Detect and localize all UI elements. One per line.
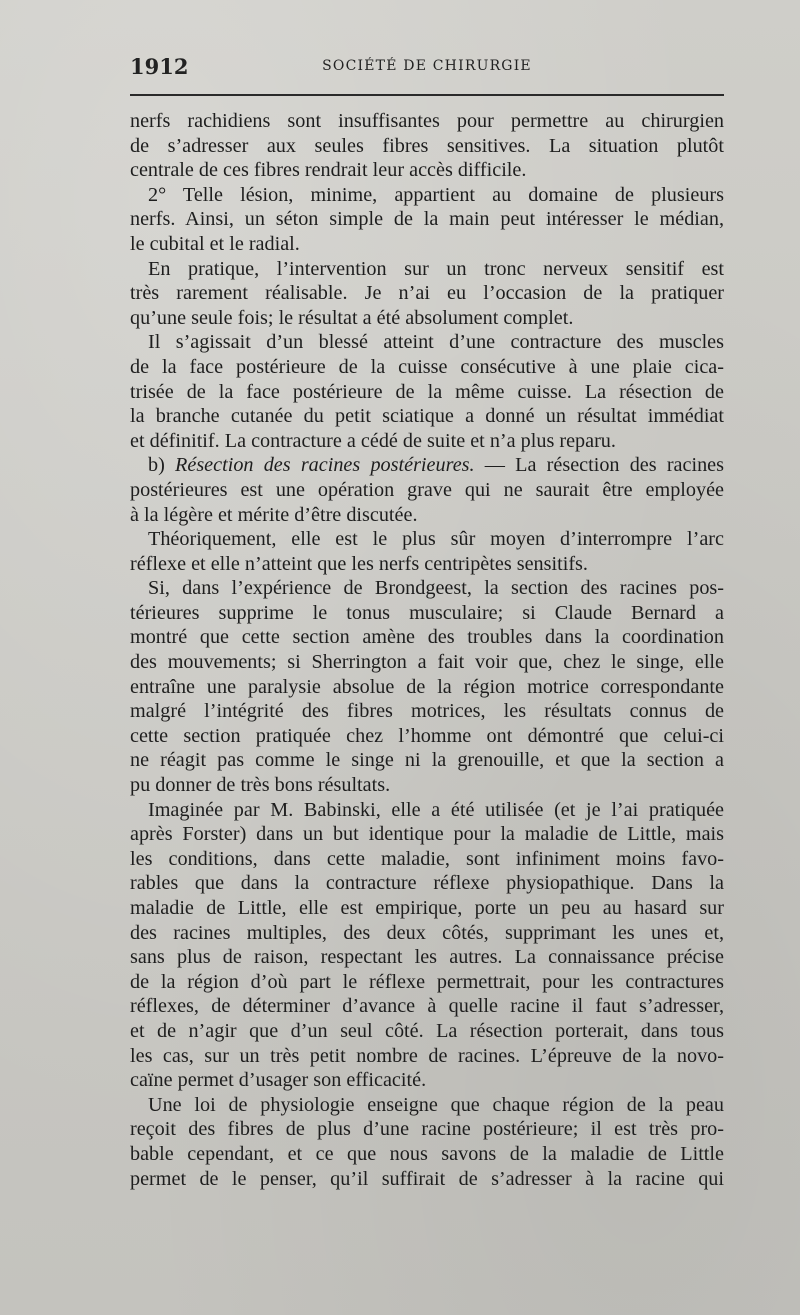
text-line: caïne permet d’usager son efficacité.: [130, 1069, 427, 1092]
text-line: et définitif. La contracture a cédé de suite et n’a plus reparu.: [130, 429, 616, 452]
text-line: centrale de ces fibres rendrait leur accès difficile.: [130, 159, 527, 182]
text-line: montré que cette section amène des troubles dans la coordination: [130, 626, 724, 649]
text-line: réflexe et elle n’atteint que les nerfs centripètes sensitifs.: [130, 552, 588, 575]
section-prefix: b): [148, 454, 176, 477]
text-line: postérieures est une opération grave qui ne saurait être employée: [130, 478, 724, 501]
text-line: réflexes, de déterminer d’avance à quelle racine il faut s’adresser,: [130, 995, 724, 1018]
text-line: de la face postérieure de la cuisse consécutive à une plaie cica-: [130, 355, 724, 378]
text-line: les cas, sur un très petit nombre de racines. L’épreuve de la novo-: [130, 1044, 724, 1067]
text-line: la branche cutanée du petit sciatique a donné un résultat immédiat: [130, 405, 724, 428]
header-rule: [130, 94, 724, 96]
running-head: SOCIÉTÉ DE CHIRURGIE: [322, 58, 532, 74]
text-line: Si, dans l’expérience de Brondgeest, la section des racines pos-: [148, 577, 724, 600]
text-line: térieures supprime le tonus musculaire; si Claude Bernard a: [130, 601, 724, 624]
page-number: 1912: [130, 54, 189, 79]
text-line: des mouvements; si Sherrington a fait voir que, chez le singe, elle: [130, 651, 724, 674]
section-heading-rest: — La résection des racines: [474, 454, 724, 477]
text-line: bable cependant, et ce que nous savons de la maladie de Little: [130, 1142, 724, 1165]
text-line: des racines multiples, des deux côtés, supprimant les unes et,: [130, 921, 724, 944]
text-line: à la légère et mérite d’être discutée.: [130, 503, 418, 526]
text-line: permet de le penser, qu’il suffirait de s’adresser à la racine qui: [130, 1167, 724, 1190]
text-line: sans plus de raison, respectant les autres. La connaissance précise: [130, 946, 724, 969]
text-line: de s’adresser aux seules fibres sensitives. La situation plutôt: [130, 134, 724, 157]
page-header: [130, 54, 724, 80]
text-line: qu’une seule fois; le résultat a été absolument complet.: [130, 306, 574, 329]
text-line: En pratique, l’intervention sur un tronc nerveux sensitif est: [148, 257, 724, 280]
text-line: après Forster) dans un but identique pour la maladie de Little, mais: [130, 823, 724, 846]
text-line: très rarement réalisable. Je n’ai eu l’occasion de la pratiquer: [130, 282, 724, 305]
text-line: maladie de Little, elle est empirique, porte un peu au hasard sur: [130, 897, 724, 919]
text-line: pu donner de très bons résultats.: [130, 774, 391, 797]
text-line: le cubital et le radial.: [130, 232, 300, 255]
text-line: malgré l’intégrité des fibres motrices, les résultats connus de: [130, 700, 724, 723]
text-line: Il s’agissait d’un blessé atteint d’une contracture des muscles: [148, 331, 724, 354]
section-heading-line: [130, 453, 724, 478]
text-line: et de n’agir que d’un seul côté. La résection porterait, dans tous: [130, 1019, 724, 1042]
text-line: rables que dans la contracture réflexe physiopathique. Dans la: [130, 872, 724, 895]
text-line: 2° Telle lésion, minime, appartient au domaine de plusieurs: [148, 183, 724, 206]
text-line: Imaginée par M. Babinski, elle a été utilisée (et je l’ai pratiquée: [148, 798, 724, 821]
text-line: Une loi de physiologie enseigne que chaque région de la peau: [148, 1093, 724, 1116]
body-text: [130, 109, 724, 1191]
text-line: les conditions, dans cette maladie, sont infiniment moins favo-: [130, 847, 724, 870]
text-line: nerfs rachidiens sont insuffisantes pour permettre au chirurgien: [130, 110, 724, 132]
text-line: cette section pratiquée chez l’homme ont démontré que celui-ci: [130, 724, 724, 747]
text-line: ne réagit pas comme le singe ni la grenouille, et que la section a: [130, 749, 724, 772]
text-line: de la région d’où part le réflexe permettrait, pour les contractures: [130, 970, 724, 993]
text-line: trisée de la face postérieure de la même cuisse. La résection de: [130, 380, 724, 403]
section-title: Résection des racines postérieures.: [175, 454, 475, 477]
text-line: entraîne une paralysie absolue de la région motrice correspondante: [130, 675, 724, 698]
text-line: nerfs. Ainsi, un séton simple de la main peut intéresser le médian,: [130, 208, 724, 231]
text-line: reçoit des fibres de plus d’une racine postérieure; il est très pro-: [130, 1118, 724, 1141]
text-line: Théoriquement, elle est le plus sûr moyen d’interrompre l’arc: [148, 528, 724, 551]
